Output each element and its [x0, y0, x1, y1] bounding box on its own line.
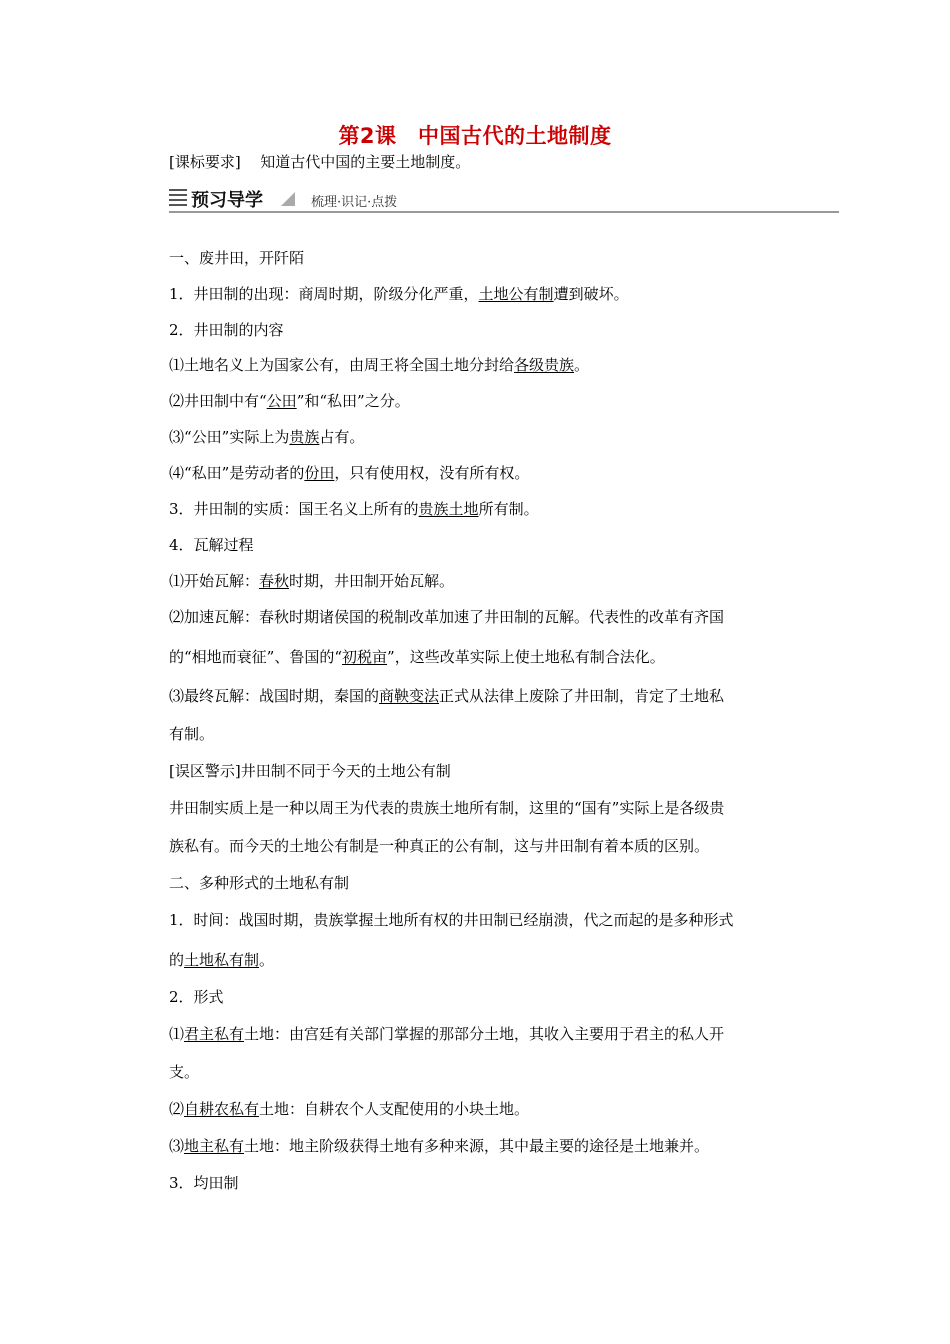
- text-line: [169, 499, 539, 519]
- text-line: [169, 535, 254, 555]
- text-line: [169, 355, 589, 375]
- text-run: ⑴土地名义上为国家公有，由周王将全国土地分封给: [169, 356, 515, 374]
- text-run: 所有制。: [478, 500, 539, 518]
- lesson-title: 第2课 中国古代的土地制度: [338, 124, 612, 148]
- underlined-answer: 土地私有制: [184, 951, 260, 969]
- text-line: [169, 798, 724, 818]
- text-run: 的: [169, 951, 185, 969]
- text-line: [169, 950, 274, 970]
- text-run: 2．井田制的内容: [169, 321, 284, 339]
- text-line: [169, 836, 709, 856]
- text-run: ⑶最终瓦解：战国时期，秦国的: [169, 687, 380, 705]
- text-run: 一、废井田，开阡陌: [169, 249, 305, 267]
- text-run: 井田制实质上是一种以周王为代表的贵族土地所有制，这里的“国有”实际上是各级贵: [169, 799, 725, 817]
- text-run: ⑴开始瓦解：: [169, 572, 260, 590]
- underlined-answer: 初税亩: [342, 648, 388, 666]
- text-line: [169, 571, 454, 591]
- text-run: 1．时间：战国时期，贵族掌握土地所有权的井田制已经崩溃，代之而起的是多种形式: [169, 911, 734, 929]
- underlined-answer: 商鞅变法: [379, 687, 440, 705]
- text-line: [169, 1099, 529, 1119]
- text-line: [169, 873, 349, 893]
- text-run: 二、多种形式的土地私有制: [169, 874, 350, 892]
- underlined-answer: 贵族土地: [418, 500, 479, 518]
- underlined-answer: 地主私有: [184, 1137, 245, 1155]
- banner-triangle-icon: [281, 192, 295, 206]
- text-line: [169, 248, 304, 268]
- text-run: 土地：自耕农个人支配使用的小块土地。: [259, 1100, 530, 1118]
- text-line: [169, 607, 724, 627]
- underlined-answer: 土地公有制: [478, 285, 554, 303]
- text-line: [169, 1062, 199, 1082]
- banner-stripes-icon: [169, 189, 187, 207]
- requirement-line: [169, 152, 470, 172]
- text-run: 3．均田制: [169, 1174, 239, 1192]
- underlined-answer: 公田: [266, 392, 297, 410]
- text-line: [169, 1136, 709, 1156]
- text-run: 。: [574, 356, 590, 374]
- text-run: ⑴: [169, 1025, 185, 1043]
- text-line: [169, 320, 284, 340]
- banner-label: 预习导学: [191, 190, 263, 211]
- requirement-text: 知道古代中国的主要土地制度。: [260, 153, 471, 171]
- text-run: 时期，井田制开始瓦解。: [289, 572, 455, 590]
- text-run: 遭到破坏。: [553, 285, 629, 303]
- text-run: ”，这些改革实际上使土地私有制合法化。: [387, 648, 665, 666]
- underlined-answer: 自耕农私有: [184, 1100, 260, 1118]
- text-line: [169, 910, 734, 930]
- underlined-answer: 春秋: [259, 572, 290, 590]
- text-run: 4．瓦解过程: [169, 536, 254, 554]
- text-line: [169, 1024, 724, 1044]
- banner-sub: 梳理·识记·点拨: [311, 195, 398, 210]
- text-run: 族私有。而今天的土地公有制是一种真正的公有制，这与井田制有着本质的区别。: [169, 837, 710, 855]
- text-run: 占有。: [319, 428, 365, 446]
- text-line: [169, 686, 724, 706]
- text-run: ⑵: [169, 1100, 185, 1118]
- text-run: 2．形式: [169, 988, 224, 1006]
- text-line: [169, 761, 451, 781]
- section-banner: [169, 186, 839, 214]
- underlined-answer: 君主私有: [184, 1025, 245, 1043]
- text-run: ⑵井田制中有“: [169, 392, 267, 410]
- text-line: [169, 284, 629, 304]
- text-run: 1．井田制的出现：商周时期，阶级分化严重，: [169, 285, 479, 303]
- underlined-answer: 份田: [304, 464, 335, 482]
- text-run: 支。: [169, 1063, 200, 1081]
- text-line: [169, 647, 665, 667]
- text-line: [169, 427, 364, 447]
- text-line: [169, 1173, 239, 1193]
- text-run: 土地：地主阶级获得土地有多种来源，其中最主要的途径是土地兼并。: [244, 1137, 710, 1155]
- text-run: ”和“私田”之分。: [296, 392, 410, 410]
- text-line: [169, 391, 410, 411]
- text-run: 的“相地而衰征”、鲁国的“: [169, 648, 343, 666]
- text-run: ⑷“私田”是劳动者的: [169, 464, 305, 482]
- requirement-tag: [课标要求]: [169, 153, 241, 171]
- text-line: [169, 724, 214, 744]
- underlined-answer: 贵族: [289, 428, 320, 446]
- text-run: ⑶“公田”实际上为: [169, 428, 290, 446]
- text-run: ⑶: [169, 1137, 185, 1155]
- text-run: 有制。: [169, 725, 215, 743]
- text-run: ⑵加速瓦解：春秋时期诸侯国的税制改革加速了井田制的瓦解。代表性的改革有齐国: [169, 608, 725, 626]
- text-run: [误区警示]井田制不同于今天的土地公有制: [169, 762, 451, 780]
- text-run: 3．井田制的实质：国王名义上所有的: [169, 500, 419, 518]
- text-run: 土地：由宫廷有关部门掌握的那部分土地，其收入主要用于君主的私人开: [244, 1025, 725, 1043]
- text-line: [169, 987, 224, 1007]
- text-line: [169, 463, 529, 483]
- underlined-answer: 各级贵族: [514, 356, 575, 374]
- text-run: ，只有使用权，没有所有权。: [334, 464, 530, 482]
- text-run: 正式从法律上废除了井田制，肯定了土地私: [439, 687, 725, 705]
- banner-rule: [169, 211, 839, 213]
- text-run: 。: [259, 951, 275, 969]
